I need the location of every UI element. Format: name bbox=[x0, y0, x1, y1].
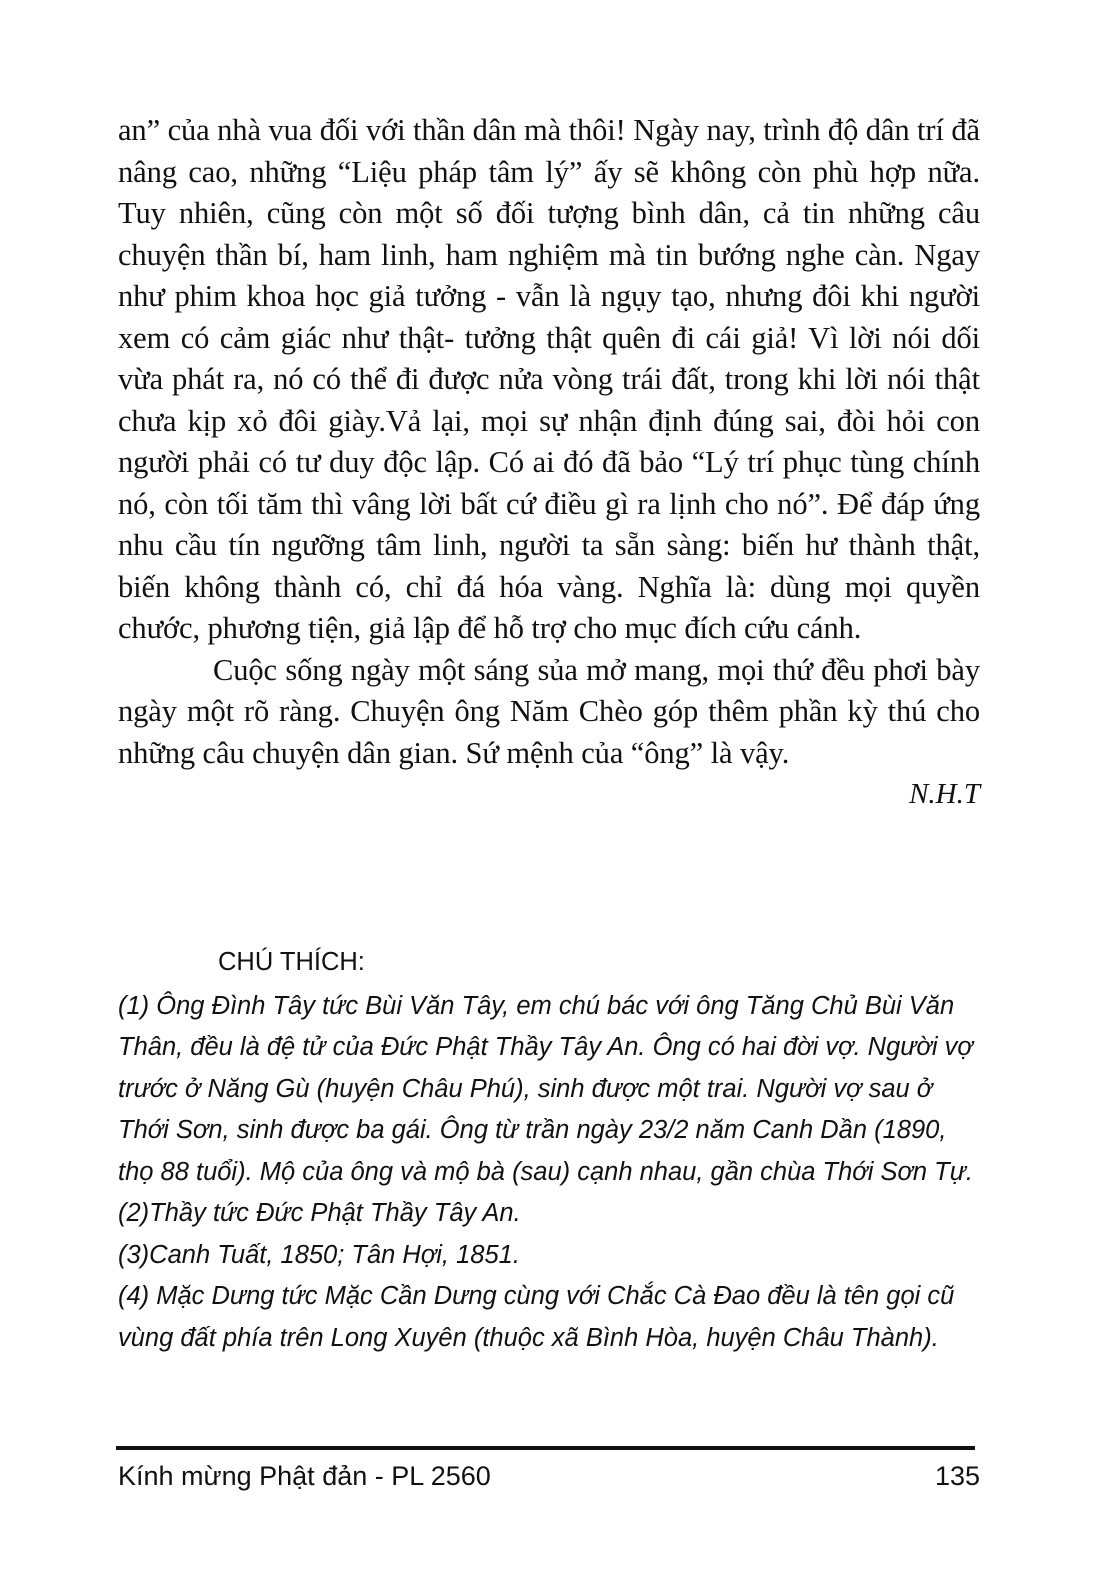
body-text bbox=[118, 110, 980, 774]
footnote-1: (1) Ông Đình Tây tức Bùi Văn Tây, em chú bác với ông Tăng Chủ Bùi Văn Thân, đều là đệ tử của Đức Phật Thầy Tây An. Ông có hai đời vợ. Người vợ trước ở Năng Gù (huyện Châu Phú), sinh được một trai. Người vợ sau ở Thới Sơn, sinh được ba gái. Ông từ trần ngày 23/2 năm Canh Dần (1890, thọ 88 tuổi). Mộ của ông và mộ bà (sau) cạnh nhau, gần chùa Thới Sơn Tự. bbox=[118, 991, 973, 1186]
footnote-3: (3)Canh Tuất, 1850; Tân Hợi, 1851. bbox=[118, 1240, 520, 1269]
footnote-4: (4) Mặc Dưng tức Mặc Cần Dưng cùng với Chắc Cà Đao đều là tên gọi cũ vùng đất phía trên Long Xuyên (thuộc xã Bình Hòa, huyện Châu Thành). bbox=[118, 1282, 955, 1352]
author-signature: N.H.T bbox=[909, 778, 980, 810]
page-footer bbox=[118, 1456, 980, 1496]
footer-divider bbox=[116, 1446, 975, 1450]
footnotes-section bbox=[118, 942, 980, 1359]
body-paragraph-2: Cuộc sống ngày một sáng sủa mở mang, mọi thứ đều phơi bày ngày một rõ ràng. Chuyện ông Năm Chèo góp thêm phần kỳ thú cho những câu chuyện dân gian. Sứ mệnh của “ông” là vậy. bbox=[118, 652, 980, 770]
page-number: 135 bbox=[934, 1461, 980, 1491]
body-paragraph-1: an” của nhà vua đối với thần dân mà thôi! Ngày nay, trình độ dân trí đã nâng cao, những “Liệu pháp tâm lý” ấy sẽ không còn phù hợp nữa. Tuy nhiên, cũng còn một số đối tượng bình dân, cả tin những câu chuyện thần bí, ham linh, ham nghiệm mà tin bướng nghe càn. Ngay như phim khoa học giả tưởng - vẫn là ngụy tạo, nhưng đôi khi người xem có cảm giác như thật- tưởng thật quên đi cái giả! Vì lời nói dối vừa phát ra, nó có thể đi được nửa vòng trái đất, trong khi lời nói thật chưa kịp xỏ đôi giày.Vả lại, mọi sự nhận định đúng sai, đòi hỏi con người phải có tư duy độc lập. Có ai đó đã bảo “Lý trí phục tùng chính nó, còn tối tăm thì vâng lời bất cứ điều gì ra lịnh cho nó”. Để đáp ứng nhu cầu tín ngưỡng tâm linh, người ta sẵn sàng: biến hư thành thật, biến không thành có, chỉ đá hóa vàng. Nghĩa là: dùng mọi quyền chước, phương tiện, giả lập để hỗ trợ cho mục đích cứu cánh. bbox=[118, 113, 980, 645]
footer-title: Kính mừng Phật đản - PL 2560 bbox=[118, 1461, 491, 1491]
main-text-column bbox=[118, 110, 980, 815]
footnotes-heading: CHÚ THÍCH: bbox=[218, 948, 365, 976]
footnote-2: (2)Thầy tức Đức Phật Thầy Tây An. bbox=[118, 1199, 521, 1227]
